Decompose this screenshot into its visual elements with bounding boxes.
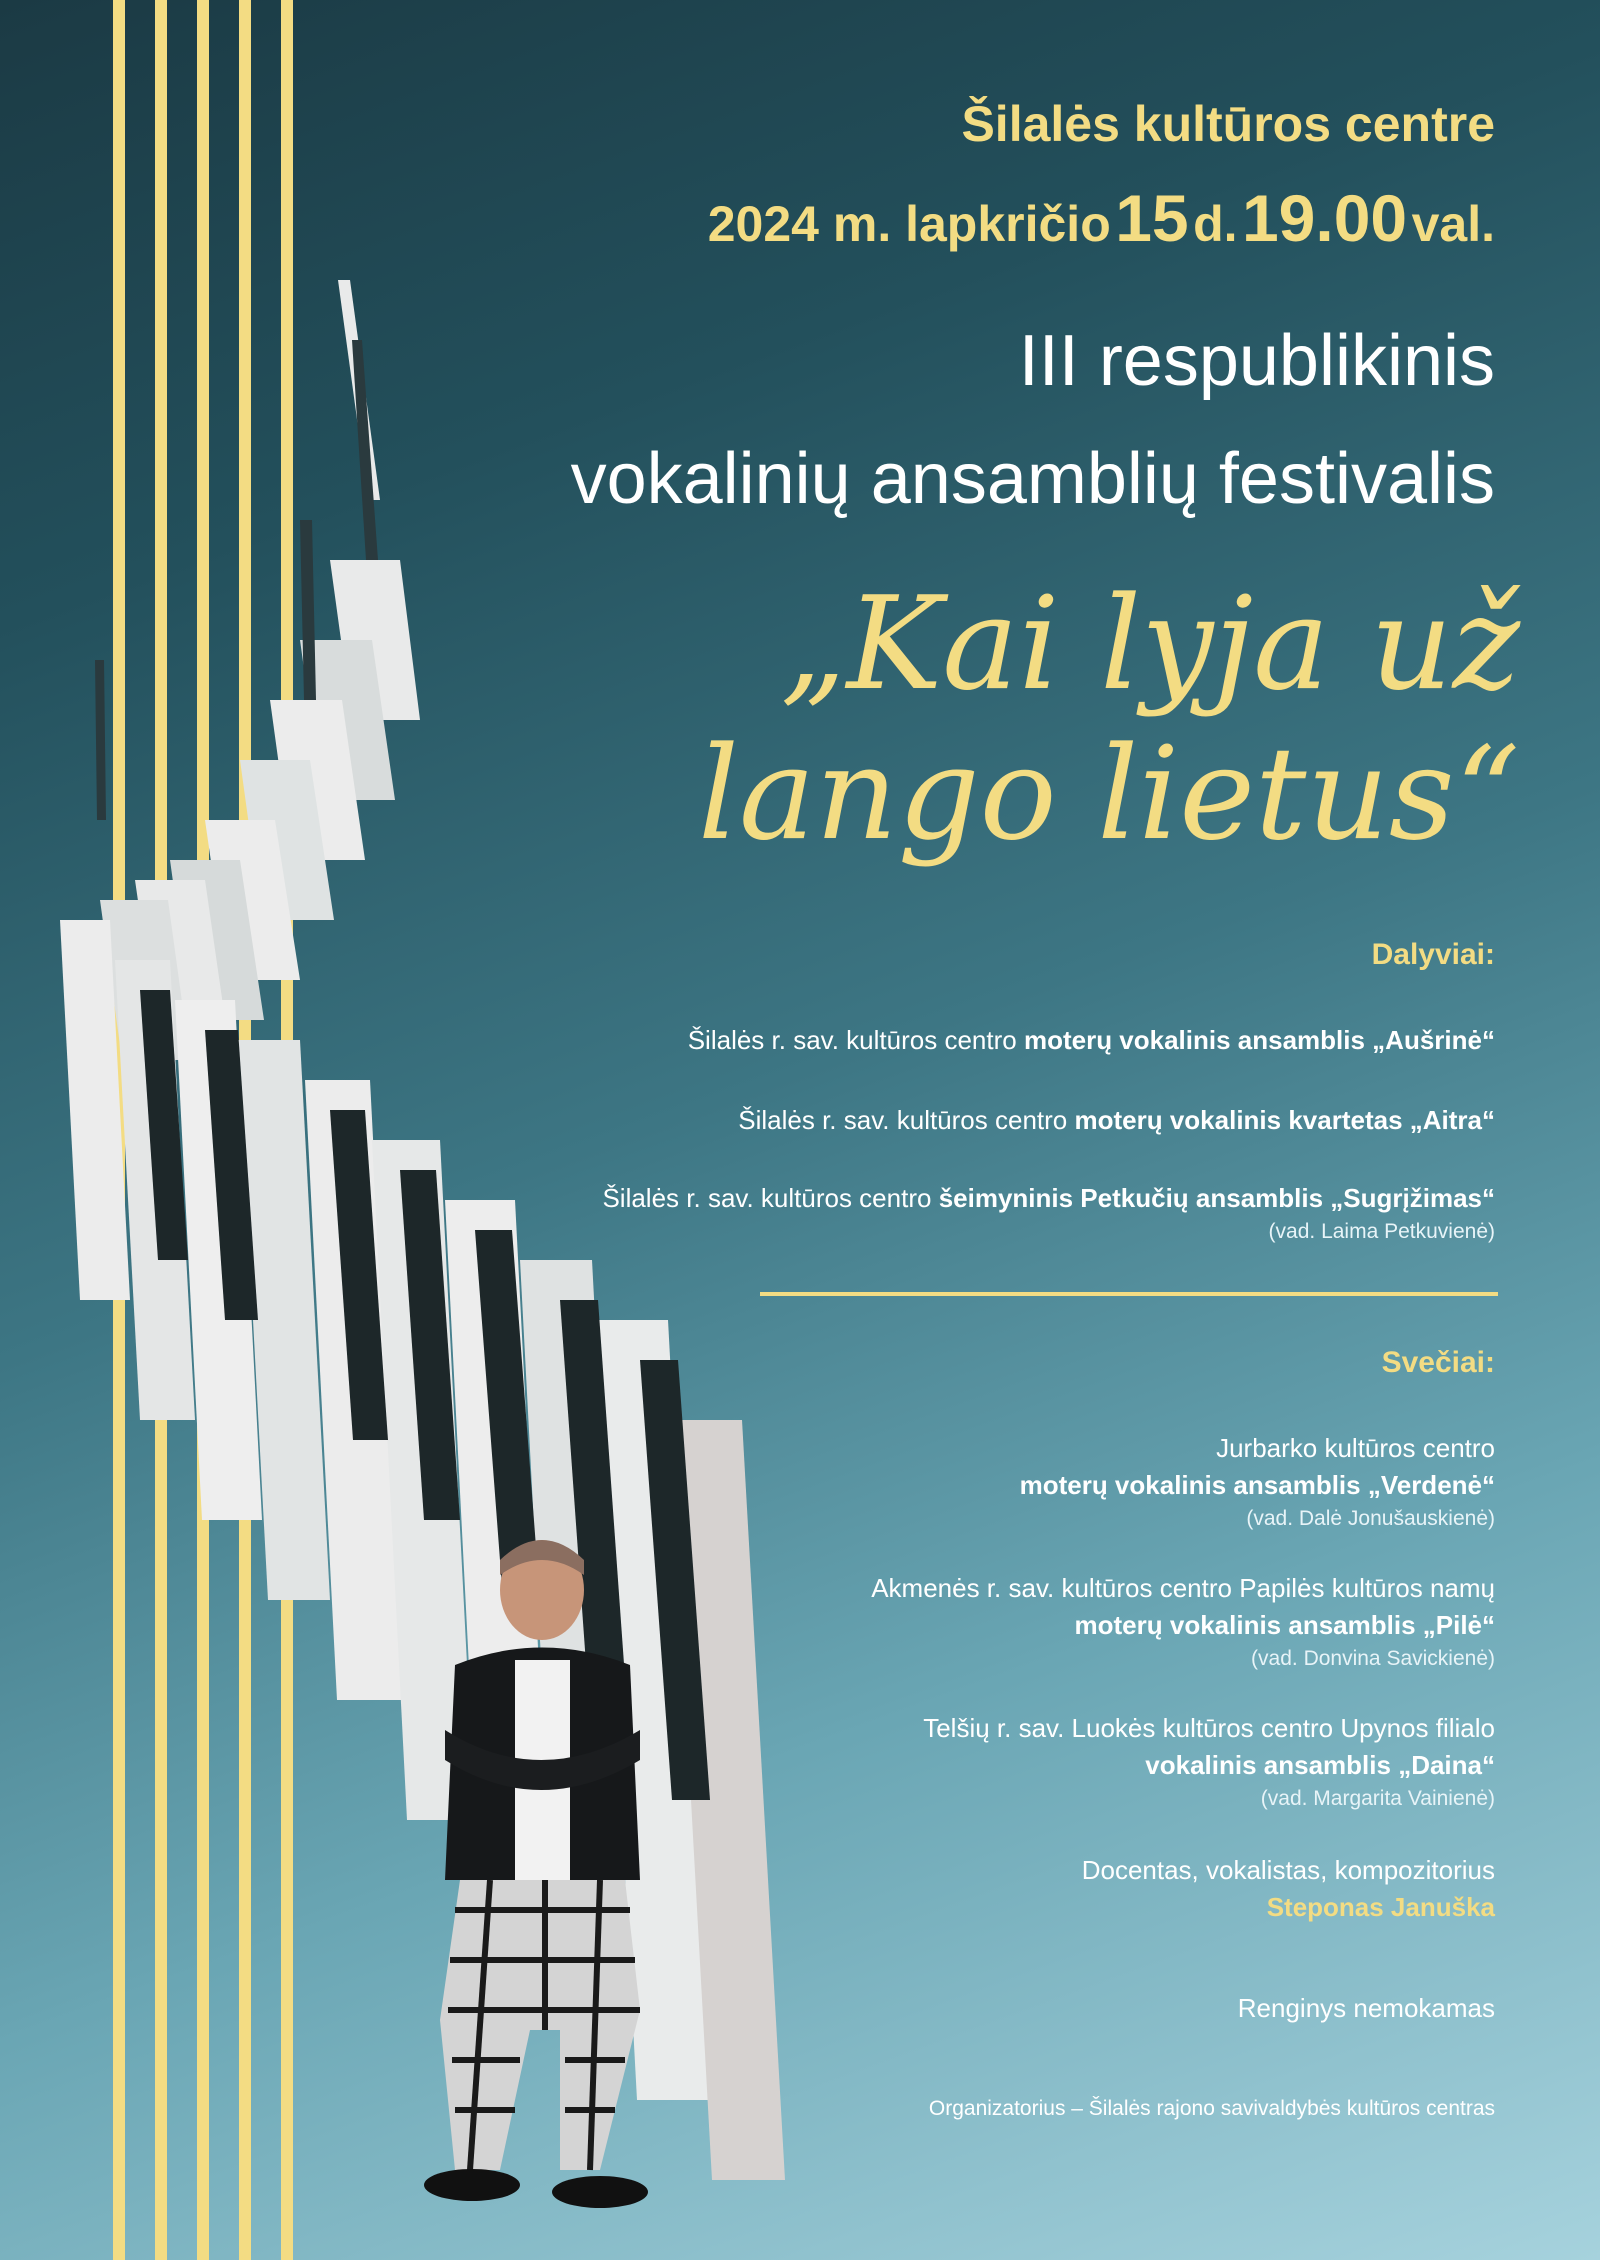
guest-leader: (vad. Dalė Jonušauskienė) — [1246, 1507, 1495, 1530]
participant-item — [602, 1180, 1495, 1247]
slogan-line-2: lango lietus“ — [698, 720, 1520, 869]
participant-prefix: Šilalės r. sav. kultūros centro — [687, 1025, 1017, 1055]
special-guest — [1082, 1852, 1495, 1926]
date-day-suffix: d. — [1193, 196, 1238, 252]
date-year-month: 2024 m. lapkričio — [707, 196, 1111, 252]
guest-name: moterų vokalinis ansamblis „Pilė“ — [1074, 1610, 1495, 1640]
guest-name: vokalinis ansamblis „Daina“ — [1145, 1750, 1495, 1780]
slogan-line-1: „Kai lyja už — [780, 570, 1520, 719]
festival-slogan — [420, 570, 1520, 870]
participants-title: Dalyviai: — [1371, 938, 1495, 971]
free-event-note: Renginys nemokamas — [1237, 1993, 1495, 2023]
participant-leader: (vad. Laima Petkuvienė) — [1268, 1220, 1495, 1243]
guest-leader: (vad. Margarita Vainienė) — [1260, 1787, 1495, 1810]
venue: Šilalės kultūros centre — [961, 96, 1495, 152]
participant-prefix: Šilalės r. sav. kultūros centro — [602, 1183, 932, 1213]
festival-name: vokalinių ansamblių festivalis — [570, 439, 1495, 519]
guest-prefix: Jurbarko kultūros centro — [1216, 1433, 1495, 1463]
guest-item — [871, 1570, 1495, 1674]
participant-prefix: Šilalės r. sav. kultūros centro — [738, 1105, 1068, 1135]
guests-title: Svečiai: — [1381, 1346, 1495, 1379]
guest-name: moterų vokalinis ansamblis „Verdenė“ — [1019, 1470, 1495, 1500]
participant-item — [738, 1102, 1495, 1139]
special-guest-name: Steponas Januška — [1266, 1892, 1495, 1922]
event-date — [495, 180, 1495, 256]
participant-name: šeimyninis Petkučių ansamblis „Sugrįžimas“ — [938, 1183, 1495, 1213]
date-time: 19.00 — [1241, 181, 1408, 255]
guest-leader: (vad. Donvina Savickienė) — [1251, 1647, 1495, 1670]
participant-name: moterų vokalinis kvartetas „Aitra“ — [1074, 1105, 1495, 1135]
guest-item — [1020, 1430, 1495, 1534]
festival-edition: III respublikinis — [1018, 321, 1495, 401]
guest-prefix: Akmenės r. sav. kultūros centro Papilės kultūros namų — [871, 1573, 1495, 1603]
main-key-cascade — [60, 920, 785, 2180]
upper-key-ribbon — [95, 280, 420, 1060]
organizer-note: Organizatorius – Šilalės rajono savivaldybės kultūros centras — [928, 2097, 1495, 2120]
date-day: 15 — [1115, 181, 1189, 255]
guest-prefix: Telšių r. sav. Luokės kultūros centro Upynos filialo — [923, 1713, 1495, 1743]
special-guest-role: Docentas, vokalistas, kompozitorius — [1081, 1855, 1495, 1885]
participant-name: moterų vokalinis ansamblis „Aušrinė“ — [1023, 1025, 1495, 1055]
guest-item — [923, 1710, 1495, 1814]
date-time-suffix: val. — [1411, 196, 1495, 252]
section-divider — [760, 1292, 1498, 1296]
participant-item — [688, 1022, 1495, 1059]
